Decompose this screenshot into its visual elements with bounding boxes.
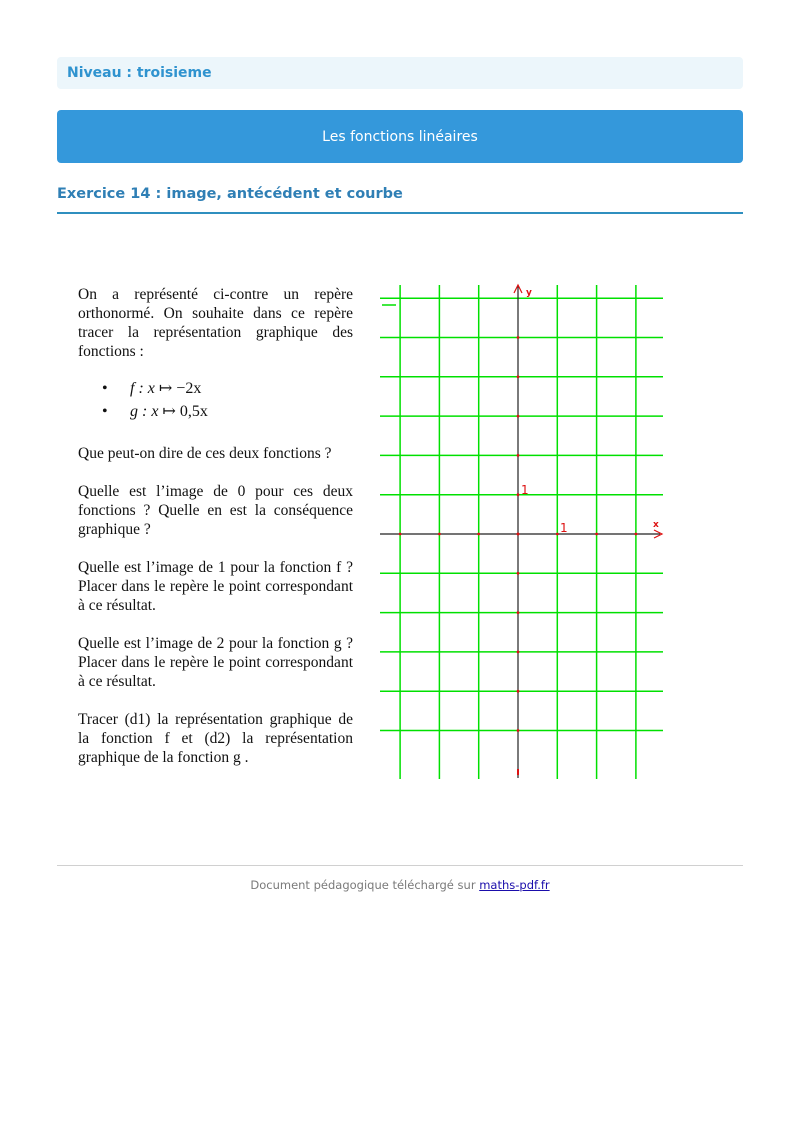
y-tick-dot [517, 415, 520, 418]
y-tick-dot [517, 690, 520, 693]
question-3: Quelle est l’image de 1 pour la fonction f ? Placer dans le repère le point correspondant à ce résultat. [78, 559, 353, 614]
footer-link[interactable]: maths-pdf.fr [479, 878, 550, 892]
intro-paragraph: On a représenté ci-contre un repère orthonormé. On souhaite dans ce repère tracer la représentation graphique des fonctions : [78, 286, 353, 360]
question-1: Que peut-on dire de ces deux fonctions ? [78, 445, 332, 462]
x-tick-dot [438, 533, 441, 536]
x-tick-dot [399, 533, 402, 536]
footer-text: Document pédagogique téléchargé sur [250, 878, 480, 892]
y-tick-dot [517, 611, 520, 614]
y-tick-dot [517, 336, 520, 339]
unit-x-label: 1 [560, 521, 568, 535]
y-tick-dot [517, 572, 520, 575]
y-tick-dot [517, 729, 520, 732]
function-map: : x ↦ [134, 380, 177, 397]
y-tick-dot [517, 533, 520, 536]
function-name: f [130, 380, 135, 397]
question-5: Tracer (d1) la représentation graphique de la fonction f et (d2) la représentation graphique de la fonction g . [78, 711, 353, 766]
function-name: g [130, 403, 138, 420]
niveau-bar [57, 57, 743, 89]
x-axis-label: x [653, 520, 659, 530]
function-list [78, 379, 353, 425]
footer-divider [57, 865, 743, 866]
y-tick-dot [517, 375, 520, 378]
question-4: Quelle est l’image de 2 pour la fonction g ? Placer dans le repère le point correspondant à ce résultat. [78, 635, 353, 690]
exercise-text [78, 285, 353, 767]
function-item-f [78, 379, 353, 402]
exercise-title: Exercice 14 : image, antécédent et courbe [57, 186, 743, 214]
unit-y-label: 1 [521, 483, 529, 497]
y-axis-label: y [526, 288, 532, 298]
x-tick-dot [595, 533, 598, 536]
function-expr: 0,5x [179, 403, 208, 420]
bullet: • [102, 403, 108, 420]
niveau-label: Niveau : troisieme [67, 65, 212, 81]
footer [57, 878, 743, 892]
x-tick-dot [635, 533, 638, 536]
y-tick-dot [517, 651, 520, 654]
question-2: Quelle est l’image de 0 pour ces deux fonctions ? Quelle en est la conséquence graphique ? [78, 483, 353, 538]
y-tick-dot [517, 454, 520, 457]
y-tick-dot [517, 493, 520, 496]
function-expr: −2x [176, 380, 202, 397]
chapter-banner [57, 110, 743, 163]
chapter-title: Les fonctions linéaires [322, 128, 478, 145]
x-tick-dot [477, 533, 480, 536]
grid-lines [380, 285, 663, 779]
bullet: • [102, 380, 108, 397]
coordinate-grid [380, 283, 670, 783]
function-item-g [78, 402, 353, 425]
x-tick-dot [556, 533, 559, 536]
axes [380, 285, 662, 778]
function-map: : x ↦ [138, 403, 180, 420]
